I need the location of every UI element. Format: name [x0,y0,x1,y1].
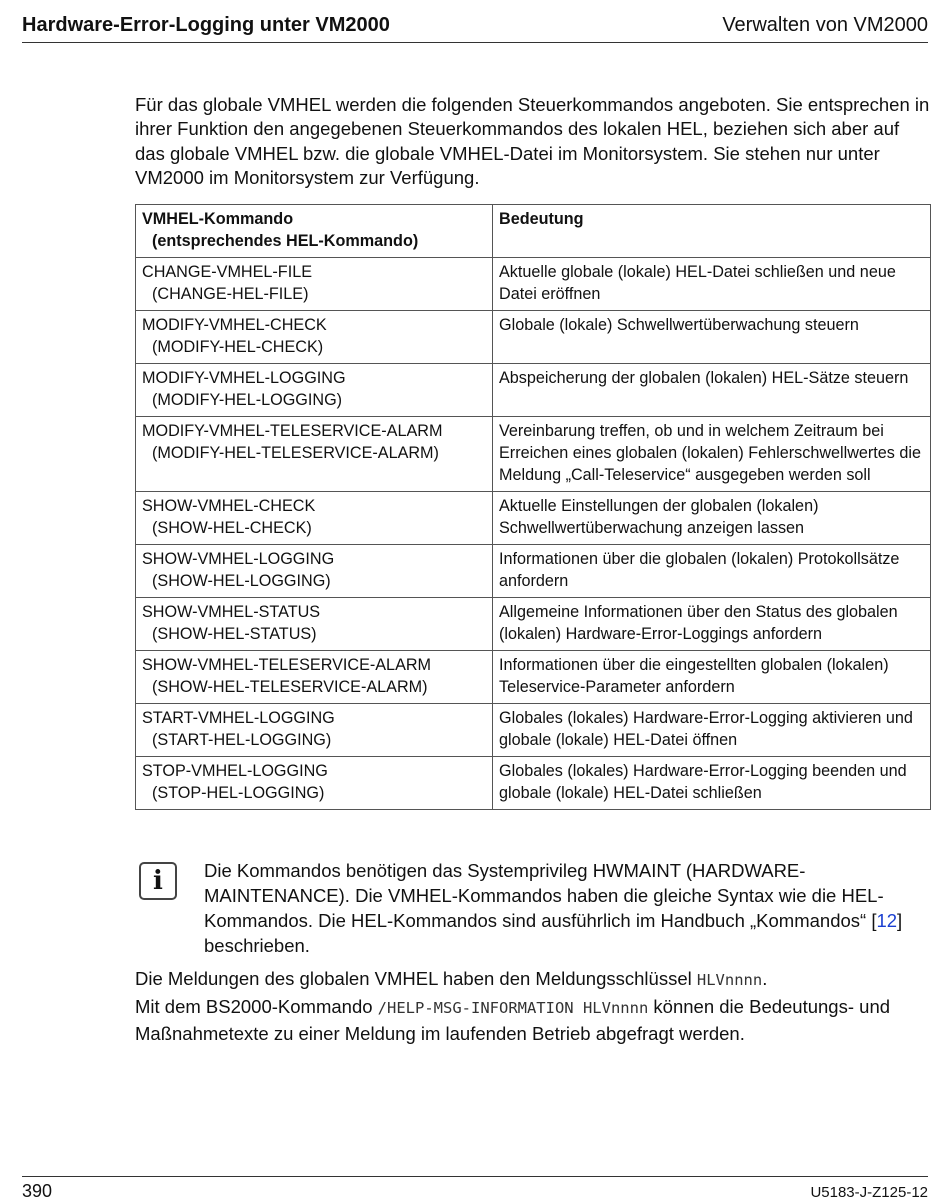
info-icon-glyph: i [153,866,163,896]
vmhel-command: START-VMHEL-LOGGING [142,709,335,727]
column-header-meaning: Bedeutung [493,205,931,258]
table-row [136,545,931,598]
meaning-cell: Informationen über die eingestellten globalen (lokalen) Teleservice-Parameter anfordern [493,651,931,704]
vmhel-command: MODIFY-VMHEL-CHECK [142,316,327,334]
vmhel-command: CHANGE-VMHEL-FILE [142,263,312,281]
table-row [136,492,931,545]
table-row [136,311,931,364]
page-header [22,14,928,43]
hel-command: (STOP-HEL-LOGGING) [152,784,325,802]
column-header-command-label: VMHEL-Kommando [142,210,294,228]
header-section-title: Verwalten von VM2000 [722,14,928,36]
hel-command: (SHOW-HEL-STATUS) [152,625,317,643]
help-command-code: /HELP-MSG-INFORMATION HLVnnnn [377,998,649,1017]
table-row [136,704,931,757]
page-footer [22,1176,928,1202]
vmhel-command: STOP-VMHEL-LOGGING [142,762,328,780]
hel-command: (START-HEL-LOGGING) [152,731,332,749]
command-cell [136,651,493,704]
hel-command: (SHOW-HEL-CHECK) [152,519,312,537]
meaning-cell: Globale (lokale) Schwellwertüberwachung steuern [493,311,931,364]
command-cell [136,417,493,492]
vmhel-command: SHOW-VMHEL-TELESERVICE-ALARM [142,656,432,674]
meaning-cell: Informationen über die globalen (lokalen) Protokollsätze anfordern [493,545,931,598]
reference-link[interactable]: 12 [876,910,898,931]
document-id: U5183-J-Z125-12 [810,1184,928,1201]
meaning-cell: Vereinbarung treffen, ob und in welchem Zeitraum bei Erreichen eines globalen (lokalen) Fehlerschwellwertes die Meldung „Call-Teleservice“ ausgegeben werden soll [493,417,931,492]
message-key-code: HLVnnnn [696,971,763,989]
page-number: 390 [22,1181,53,1201]
note-text-before: Die Kommandos benötigen das Systemprivileg HWMAINT (HARDWARE-MAINTENANCE). Die VMHEL-Kommandos haben die gleiche Syntax wie die HEL-Kommandos. Die HEL-Kommandos sind ausführlich im Handbuch „Kommandos“ [ [204,860,884,931]
hel-command: (MODIFY-HEL-LOGGING) [152,391,343,409]
message-line2-text: Mit dem BS2000-Kommando [135,995,378,1017]
message-paragraph [135,966,930,1047]
note-text [204,858,930,958]
table-row [136,364,931,417]
table-row [136,651,931,704]
vmhel-command: SHOW-VMHEL-STATUS [142,603,321,621]
hel-command: (MODIFY-HEL-TELESERVICE-ALARM) [152,444,439,462]
command-cell [136,364,493,417]
hel-command: (SHOW-HEL-TELESERVICE-ALARM) [152,678,428,696]
meaning-cell: Globales (lokales) Hardware-Error-Logging beenden und globale (lokale) HEL-Datei schließen [493,757,931,810]
header-chapter-title: Hardware-Error-Logging unter VM2000 [22,14,390,36]
meaning-cell: Aktuelle globale (lokale) HEL-Datei schließen und neue Datei eröffnen [493,258,931,311]
message-line1-text: Die Meldungen des globalen VMHEL haben den Meldungsschlüssel [135,968,697,989]
table-row [136,757,931,810]
command-cell [136,704,493,757]
vmhel-command: MODIFY-VMHEL-LOGGING [142,369,346,387]
info-icon [139,862,177,900]
hel-command: (MODIFY-HEL-CHECK) [152,338,324,356]
table-row [136,417,931,492]
note-text-after: ] beschrieben. [204,910,903,956]
hel-command: (SHOW-HEL-LOGGING) [152,572,331,590]
vmhel-command: SHOW-VMHEL-CHECK [142,497,316,515]
meaning-cell: Aktuelle Einstellungen der globalen (lokalen) Schwellwertüberwachung anzeigen lassen [493,492,931,545]
meaning-cell: Abspeicherung der globalen (lokalen) HEL-Sätze steuern [493,364,931,417]
table-header-row [136,205,931,258]
table-row [136,598,931,651]
meaning-cell: Globales (lokales) Hardware-Error-Logging aktivieren und globale (lokale) HEL-Datei öffnen [493,704,931,757]
column-header-command-sub: (entsprechendes HEL-Kommando) [152,232,419,250]
command-cell [136,258,493,311]
vmhel-command: SHOW-VMHEL-LOGGING [142,550,335,568]
command-cell [136,757,493,810]
message-line1-end: . [762,968,768,989]
command-table [135,204,931,810]
command-cell [136,545,493,598]
hel-command: (CHANGE-HEL-FILE) [152,285,309,303]
meaning-cell: Allgemeine Informationen über den Status des globalen (lokalen) Hardware-Error-Loggings anfordern [493,598,931,651]
message-line2-end: können die Bedeutungs- und Maßnahmetexte zu einer Meldung im laufenden Betrieb abgefragt werden. [135,995,891,1044]
command-cell [136,311,493,364]
command-cell [136,598,493,651]
intro-paragraph: Für das globale VMHEL werden die folgenden Steuerkommandos angeboten. Sie entsprechen in ihrer Funktion den angegebenen Steuerkommandos des lokalen HEL, beziehen sich aber auf das globale VMHEL bzw. die globale VMHEL-Datei im Monitorsystem. Sie stehen nur unter VM2000 im Monitorsystem zur Verfügung. [135,94,930,188]
vmhel-command: MODIFY-VMHEL-TELESERVICE-ALARM [142,422,443,440]
column-header-command [136,205,493,258]
table-row [136,258,931,311]
table-body [136,258,931,810]
command-cell [136,492,493,545]
